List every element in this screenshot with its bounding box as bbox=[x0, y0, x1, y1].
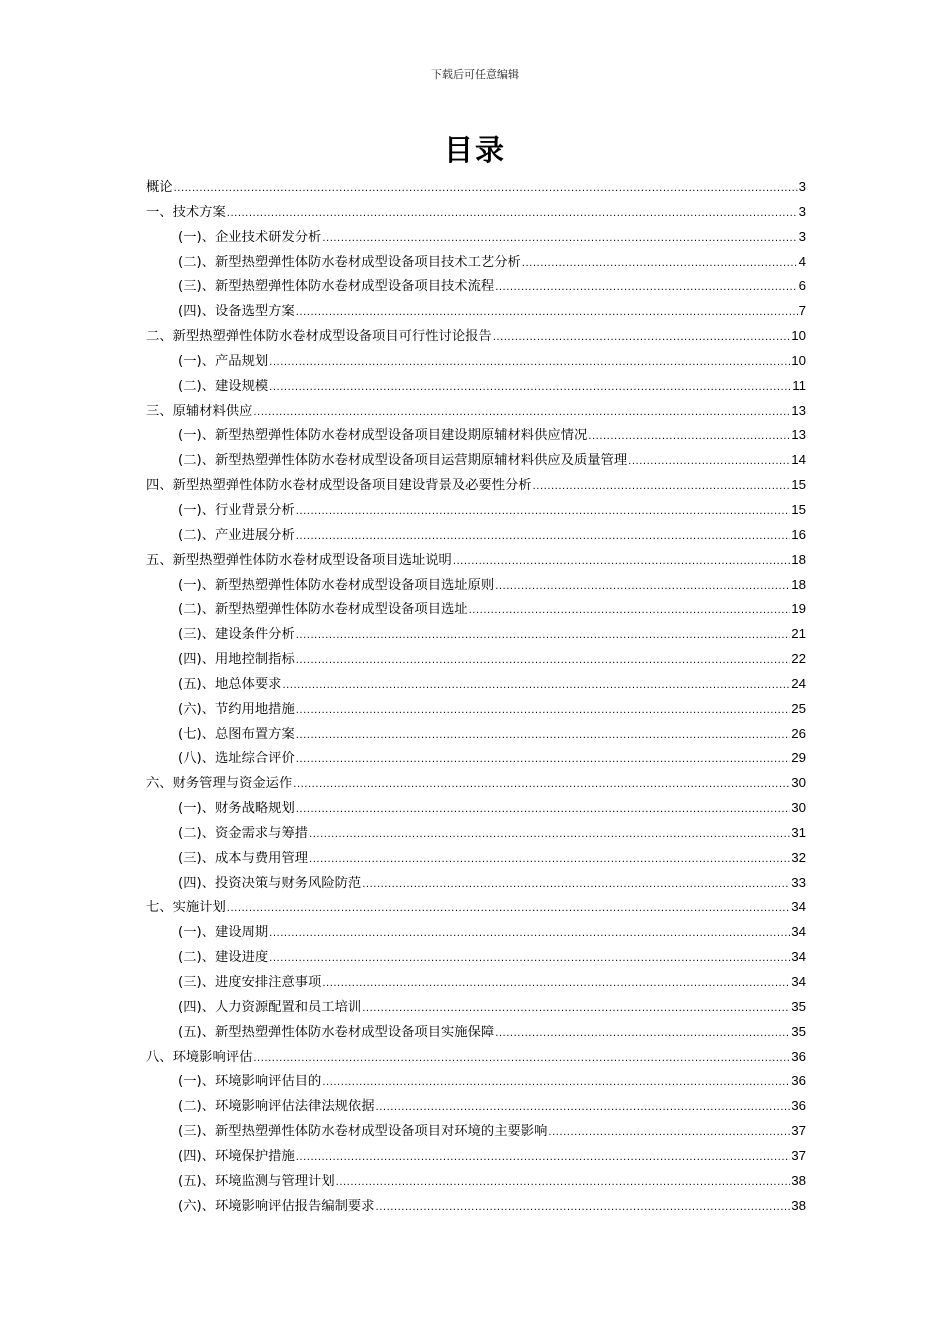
toc-subentry[interactable] bbox=[146, 1094, 806, 1119]
toc-subentry[interactable] bbox=[146, 523, 806, 548]
dot-leader bbox=[174, 177, 798, 202]
dot-leader bbox=[269, 947, 790, 972]
toc-page-number: 32 bbox=[791, 849, 806, 865]
toc-page-number: 13 bbox=[791, 402, 806, 418]
toc-page-number: 4 bbox=[798, 253, 806, 269]
toc-entry-text: (六)、节约用地措施 bbox=[178, 701, 295, 717]
toc-page-number: 3 bbox=[798, 228, 806, 244]
toc-page-number: 3 bbox=[798, 203, 806, 219]
toc-subentry[interactable] bbox=[146, 448, 806, 473]
toc-subentry[interactable] bbox=[146, 374, 806, 399]
dot-leader bbox=[628, 450, 790, 475]
dot-leader bbox=[309, 848, 790, 873]
dot-leader bbox=[322, 1071, 790, 1096]
toc-entry-text: (五)、地总体要求 bbox=[178, 676, 282, 692]
toc-subentry[interactable] bbox=[146, 573, 806, 598]
toc-subentry[interactable] bbox=[146, 1069, 806, 1094]
toc-entry-text: (三)、进度安排注意事项 bbox=[178, 975, 322, 990]
toc-page-number: 18 bbox=[791, 576, 806, 592]
toc-page-number: 10 bbox=[791, 352, 806, 368]
toc-entry[interactable] bbox=[146, 1045, 806, 1070]
toc-subentry[interactable] bbox=[146, 697, 806, 722]
toc-entry[interactable] bbox=[146, 771, 806, 796]
toc-page-number: 18 bbox=[791, 551, 806, 567]
table-of-contents bbox=[146, 175, 806, 1218]
toc-entry-text: (七)、总图布置方案 bbox=[178, 726, 295, 742]
toc-entry-text: (一)、建设周期 bbox=[178, 925, 269, 941]
toc-subentry[interactable] bbox=[146, 1020, 806, 1045]
toc-subentry[interactable] bbox=[146, 846, 806, 871]
toc-page-number: 35 bbox=[791, 998, 806, 1014]
dot-leader bbox=[548, 1121, 790, 1146]
toc-page-number: 34 bbox=[791, 899, 806, 915]
dot-leader bbox=[296, 748, 790, 773]
toc-entry-text: (一)、产品规划 bbox=[178, 353, 269, 369]
toc-page-number: 35 bbox=[791, 1023, 806, 1039]
toc-entry-text: 三、原辅材料供应 bbox=[146, 403, 253, 419]
dot-leader bbox=[522, 252, 798, 277]
toc-page-number: 16 bbox=[791, 526, 806, 542]
toc-subentry[interactable] bbox=[146, 622, 806, 647]
toc-title: 目录 bbox=[443, 133, 506, 167]
toc-subentry[interactable] bbox=[146, 1119, 806, 1144]
toc-subentry[interactable] bbox=[146, 821, 806, 846]
toc-entry-text: 七、实施计划 bbox=[146, 900, 226, 916]
toc-page-number: 3 bbox=[798, 179, 806, 194]
dot-leader bbox=[296, 1146, 790, 1171]
toc-subentry[interactable] bbox=[146, 722, 806, 747]
toc-entry-text: (一)、企业技术研发分析 bbox=[178, 229, 322, 245]
toc-subentry[interactable] bbox=[146, 970, 806, 995]
dot-leader bbox=[495, 575, 790, 600]
toc-page-number: 34 bbox=[791, 974, 806, 989]
toc-entry-text: (四)、人力资源配置和员工培训 bbox=[178, 999, 362, 1015]
toc-entry-text: (五)、新型热塑弹性体防水卷材成型设备项目实施保障 bbox=[178, 1024, 495, 1040]
toc-entry-text: (四)、投资决策与财务风险防范 bbox=[178, 875, 362, 891]
dot-leader bbox=[296, 624, 790, 649]
dot-leader bbox=[453, 550, 790, 575]
toc-subentry[interactable] bbox=[146, 1144, 806, 1169]
toc-entry-text: (六)、环境影响评估报告编制要求 bbox=[178, 1198, 375, 1214]
toc-entry-text: (三)、新型热塑弹性体防水卷材成型设备项目对环境的主要影响 bbox=[178, 1124, 548, 1140]
toc-page-number: 10 bbox=[791, 328, 806, 344]
toc-subentry[interactable] bbox=[146, 746, 806, 771]
toc-subentry[interactable] bbox=[146, 349, 806, 374]
toc-entry-text: (四)、环境保护措施 bbox=[178, 1148, 295, 1164]
toc-subentry[interactable] bbox=[146, 871, 806, 896]
toc-entry[interactable] bbox=[146, 473, 806, 498]
toc-entry-text: (一)、财务战略规划 bbox=[178, 801, 295, 817]
toc-entry-text: (一)、行业背景分析 bbox=[178, 502, 295, 518]
dot-leader bbox=[296, 724, 790, 749]
toc-page-number: 36 bbox=[791, 1048, 806, 1064]
dot-leader bbox=[493, 326, 790, 351]
toc-page-number: 14 bbox=[791, 452, 806, 468]
toc-entry-text: (三)、新型热塑弹性体防水卷材成型设备项目技术流程 bbox=[178, 279, 495, 295]
dot-leader bbox=[296, 525, 790, 550]
dot-leader bbox=[362, 997, 790, 1022]
toc-page-number: 29 bbox=[791, 750, 806, 766]
toc-entry-text: (五)、环境监测与管理计划 bbox=[178, 1173, 335, 1189]
toc-subentry[interactable] bbox=[146, 1169, 806, 1194]
toc-entry-text: (一)、环境影响评估目的 bbox=[178, 1074, 322, 1090]
toc-subentry[interactable] bbox=[146, 423, 806, 448]
toc-entry-text: (二)、资金需求与筹措 bbox=[178, 825, 309, 841]
toc-subentry[interactable] bbox=[146, 299, 806, 324]
toc-subentry[interactable] bbox=[146, 647, 806, 672]
toc-entry-text: (八)、选址综合评价 bbox=[178, 751, 295, 767]
toc-page-number: 25 bbox=[791, 700, 806, 716]
dot-leader bbox=[322, 227, 797, 252]
dot-leader bbox=[227, 897, 790, 922]
dot-leader bbox=[293, 773, 790, 798]
dot-leader bbox=[269, 376, 791, 401]
toc-subentry[interactable] bbox=[146, 672, 806, 697]
toc-entry-text: 二、新型热塑弹性体防水卷材成型设备项目可行性讨论报告 bbox=[146, 329, 492, 345]
toc-entry-text: (二)、新型热塑弹性体防水卷材成型设备项目选址 bbox=[178, 602, 468, 618]
dot-leader bbox=[309, 823, 790, 848]
toc-entry-text: (四)、设备选型方案 bbox=[178, 304, 295, 320]
toc-entry-text: 概论 bbox=[146, 180, 173, 195]
toc-entry-text: (二)、产业进展分析 bbox=[178, 527, 295, 543]
dot-leader bbox=[253, 401, 790, 426]
dot-leader bbox=[376, 1096, 791, 1121]
toc-entry-text: (二)、新型热塑弹性体防水卷材成型设备项目技术工艺分析 bbox=[178, 254, 521, 270]
dot-leader bbox=[296, 500, 790, 525]
dot-leader bbox=[376, 1196, 791, 1221]
toc-entry-text: (二)、环境影响评估法律法规依据 bbox=[178, 1099, 375, 1115]
toc-entry-text: (三)、建设条件分析 bbox=[178, 627, 295, 643]
dot-leader bbox=[336, 1171, 791, 1196]
dot-leader bbox=[296, 798, 790, 823]
toc-entry-text: 一、技术方案 bbox=[146, 204, 226, 220]
toc-entry-text: (二)、建设规模 bbox=[178, 378, 269, 394]
toc-subentry[interactable] bbox=[146, 250, 806, 275]
toc-page-number: 37 bbox=[791, 1147, 806, 1163]
toc-subentry[interactable] bbox=[146, 995, 806, 1020]
toc-entry-text: (一)、新型热塑弹性体防水卷材成型设备项目建设期原辅材料供应情况 bbox=[178, 428, 588, 444]
toc-entry-text: 六、财务管理与资金运作 bbox=[146, 776, 293, 792]
toc-page-number: 36 bbox=[791, 1073, 806, 1089]
toc-entry[interactable] bbox=[146, 895, 806, 920]
toc-entry-text: (二)、新型热塑弹性体防水卷材成型设备项目运营期原辅材料供应及质量管理 bbox=[178, 453, 628, 469]
dot-leader bbox=[362, 873, 790, 898]
toc-entry-text: 八、环境影响评估 bbox=[146, 1049, 253, 1065]
toc-entry[interactable] bbox=[146, 175, 806, 200]
dot-leader bbox=[227, 202, 798, 227]
toc-page-number: 26 bbox=[791, 725, 806, 741]
dot-leader bbox=[296, 649, 790, 674]
dot-leader bbox=[269, 351, 790, 376]
dot-leader bbox=[253, 1047, 790, 1072]
toc-entry-text: (三)、成本与费用管理 bbox=[178, 850, 309, 866]
toc-entry[interactable] bbox=[146, 200, 806, 225]
toc-subentry[interactable] bbox=[146, 498, 806, 523]
toc-entry-text: (四)、用地控制指标 bbox=[178, 652, 295, 668]
toc-entry-text: (一)、新型热塑弹性体防水卷材成型设备项目选址原则 bbox=[178, 577, 495, 593]
toc-entry[interactable] bbox=[146, 324, 806, 349]
toc-page-number: 21 bbox=[791, 626, 806, 642]
dot-leader bbox=[282, 674, 790, 699]
dot-leader bbox=[269, 922, 790, 947]
toc-page-number: 22 bbox=[791, 651, 806, 667]
toc-page-number: 30 bbox=[791, 800, 806, 816]
toc-subentry[interactable] bbox=[146, 274, 806, 299]
toc-page-number: 30 bbox=[791, 775, 806, 791]
toc-page-number: 34 bbox=[791, 949, 806, 965]
toc-page-number: 15 bbox=[791, 501, 806, 517]
toc-page-number: 19 bbox=[791, 601, 806, 617]
toc-page-number: 6 bbox=[798, 278, 806, 294]
toc-entry-text: 四、新型热塑弹性体防水卷材成型设备项目建设背景及必要性分析 bbox=[146, 478, 532, 494]
dot-leader bbox=[588, 425, 790, 450]
toc-page-number: 7 bbox=[798, 303, 806, 319]
toc-subentry[interactable] bbox=[146, 796, 806, 821]
dot-leader bbox=[495, 1022, 790, 1047]
page-header: 下载后可任意编辑 bbox=[431, 68, 519, 81]
toc-page-number: 13 bbox=[791, 427, 806, 443]
toc-entry[interactable] bbox=[146, 399, 806, 424]
toc-entry-text: 五、新型热塑弹性体防水卷材成型设备项目选址说明 bbox=[146, 552, 452, 568]
toc-subentry[interactable] bbox=[146, 597, 806, 622]
toc-page-number: 24 bbox=[791, 675, 806, 691]
toc-page-number: 38 bbox=[791, 1172, 806, 1188]
toc-page-number: 37 bbox=[791, 1123, 806, 1139]
dot-leader bbox=[296, 301, 798, 326]
toc-page-number: 11 bbox=[792, 377, 806, 393]
dot-leader bbox=[322, 972, 790, 997]
toc-page-number: 15 bbox=[791, 477, 806, 493]
toc-entry[interactable] bbox=[146, 548, 806, 573]
toc-subentry[interactable] bbox=[146, 945, 806, 970]
toc-subentry[interactable] bbox=[146, 920, 806, 945]
toc-page-number: 34 bbox=[791, 924, 806, 940]
dot-leader bbox=[495, 276, 797, 301]
toc-page-number: 36 bbox=[791, 1098, 806, 1114]
toc-page-number: 38 bbox=[791, 1197, 806, 1213]
dot-leader bbox=[296, 699, 790, 724]
toc-page-number: 33 bbox=[791, 874, 806, 890]
toc-page-number: 31 bbox=[791, 824, 806, 840]
dot-leader bbox=[533, 475, 791, 500]
toc-entry-text: (二)、建设进度 bbox=[178, 950, 269, 966]
dot-leader bbox=[469, 599, 791, 624]
toc-subentry[interactable] bbox=[146, 1194, 806, 1219]
toc-subentry[interactable] bbox=[146, 225, 806, 250]
